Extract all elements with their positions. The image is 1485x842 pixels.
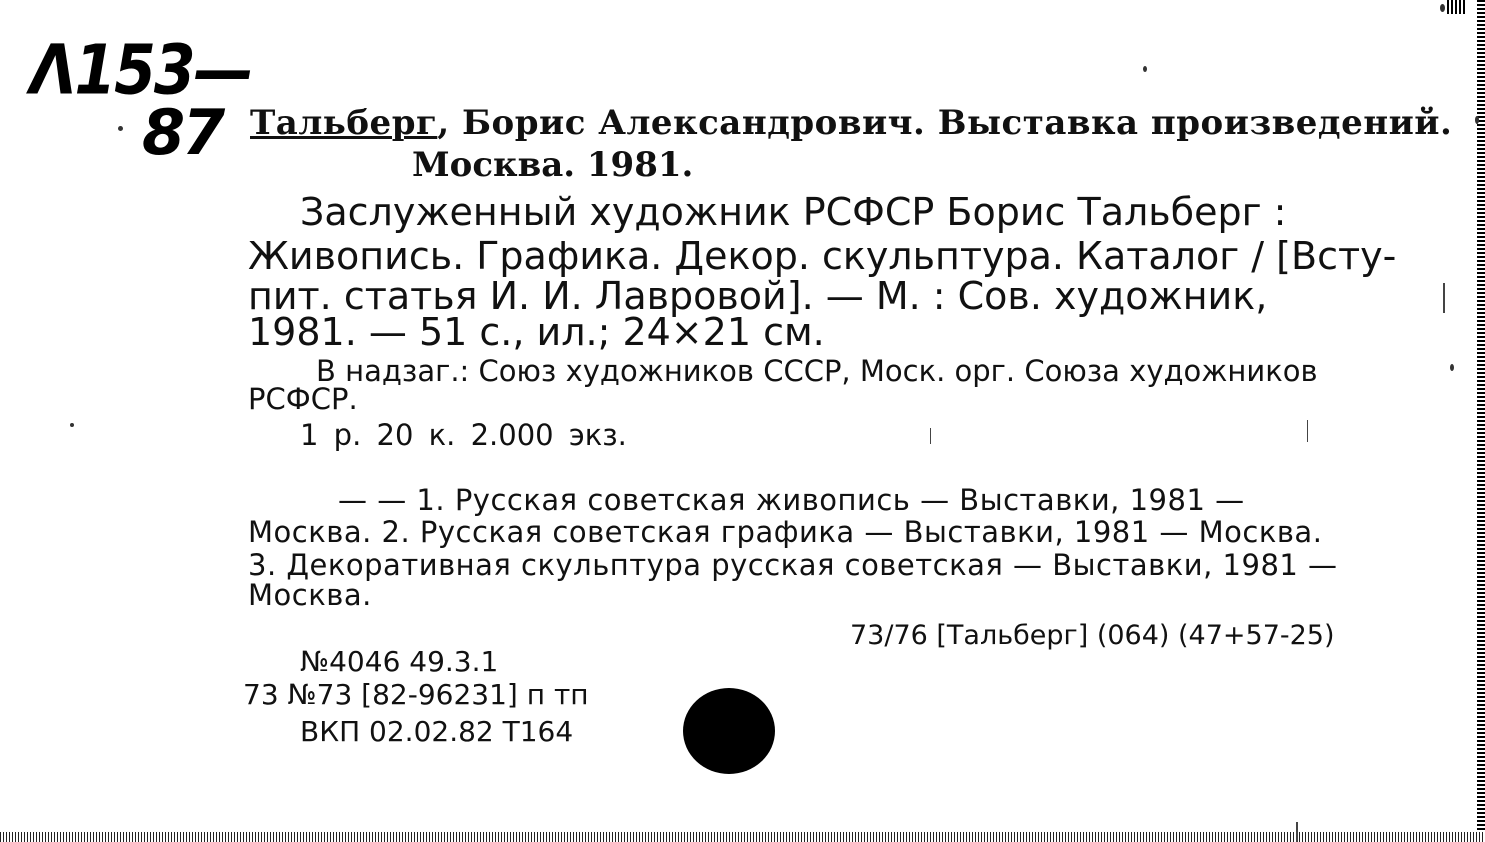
subject-line: Москва. 2. Русская советская графика — Выставки, 1981 — Москва. — [248, 515, 1323, 549]
card-edge-bottom — [0, 832, 1485, 842]
handwritten-year-suffix: 87 — [142, 96, 223, 169]
subject-line: 3. Декоративная скульптура русская советская — Выставки, 1981 — — [248, 548, 1338, 582]
note-line: В надзаг.: Союз художников СССР, Моск. орг. Союза художников — [316, 354, 1318, 388]
scan-stray-line — [1443, 283, 1445, 313]
scan-stray-line — [1307, 420, 1308, 442]
punch-hole — [683, 688, 775, 774]
scan-speck — [1440, 4, 1445, 12]
description-line: пит. статья И. И. Лавровой]. — М. : Сов. художник, — [248, 274, 1268, 318]
subject-line: — — 1. Русская советская живопись — Выставки, 1981 — — [338, 483, 1245, 517]
scan-speck — [118, 126, 123, 131]
scan-speck — [1143, 66, 1147, 72]
scan-speck — [1475, 116, 1479, 124]
note-line: РСФСР. — [248, 382, 358, 416]
card-edge-right — [1477, 0, 1485, 842]
code-line: 73 №73 [82-96231] п тп — [243, 678, 589, 711]
classification-index: 73/76 [Тальберг] (064) (47+57-25) — [850, 620, 1335, 651]
handwritten-call-number: Λ153— — [30, 30, 252, 111]
heading-title: , Борис Александрович. Выставка произведений. — [437, 103, 1453, 143]
code-line: №4046 49.3.1 — [300, 645, 499, 678]
heading-place-year: Москва. 1981. — [412, 145, 694, 185]
code-line: ВКП 02.02.82 Т164 — [300, 715, 574, 748]
price-and-print-run: 1 р. 20 к. 2.000 экз. — [300, 418, 627, 452]
description-line: Заслуженный художник РСФСР Борис Тальберг : — [300, 190, 1287, 234]
description-line: 1981. — 51 с., ил.; 24×21 см. — [248, 310, 825, 354]
scan-speck — [70, 423, 74, 427]
scan-stray-line — [930, 428, 931, 444]
scan-stray-line — [1296, 822, 1298, 842]
entry-heading — [250, 103, 1452, 143]
corner-mark — [1447, 0, 1465, 14]
subject-line: Москва. — [248, 578, 372, 612]
heading-author: Тальберг — [250, 103, 438, 143]
scan-speck — [1450, 364, 1454, 371]
description-line: Живопись. Графика. Декор. скульптура. Каталог / [Всту- — [248, 234, 1397, 278]
